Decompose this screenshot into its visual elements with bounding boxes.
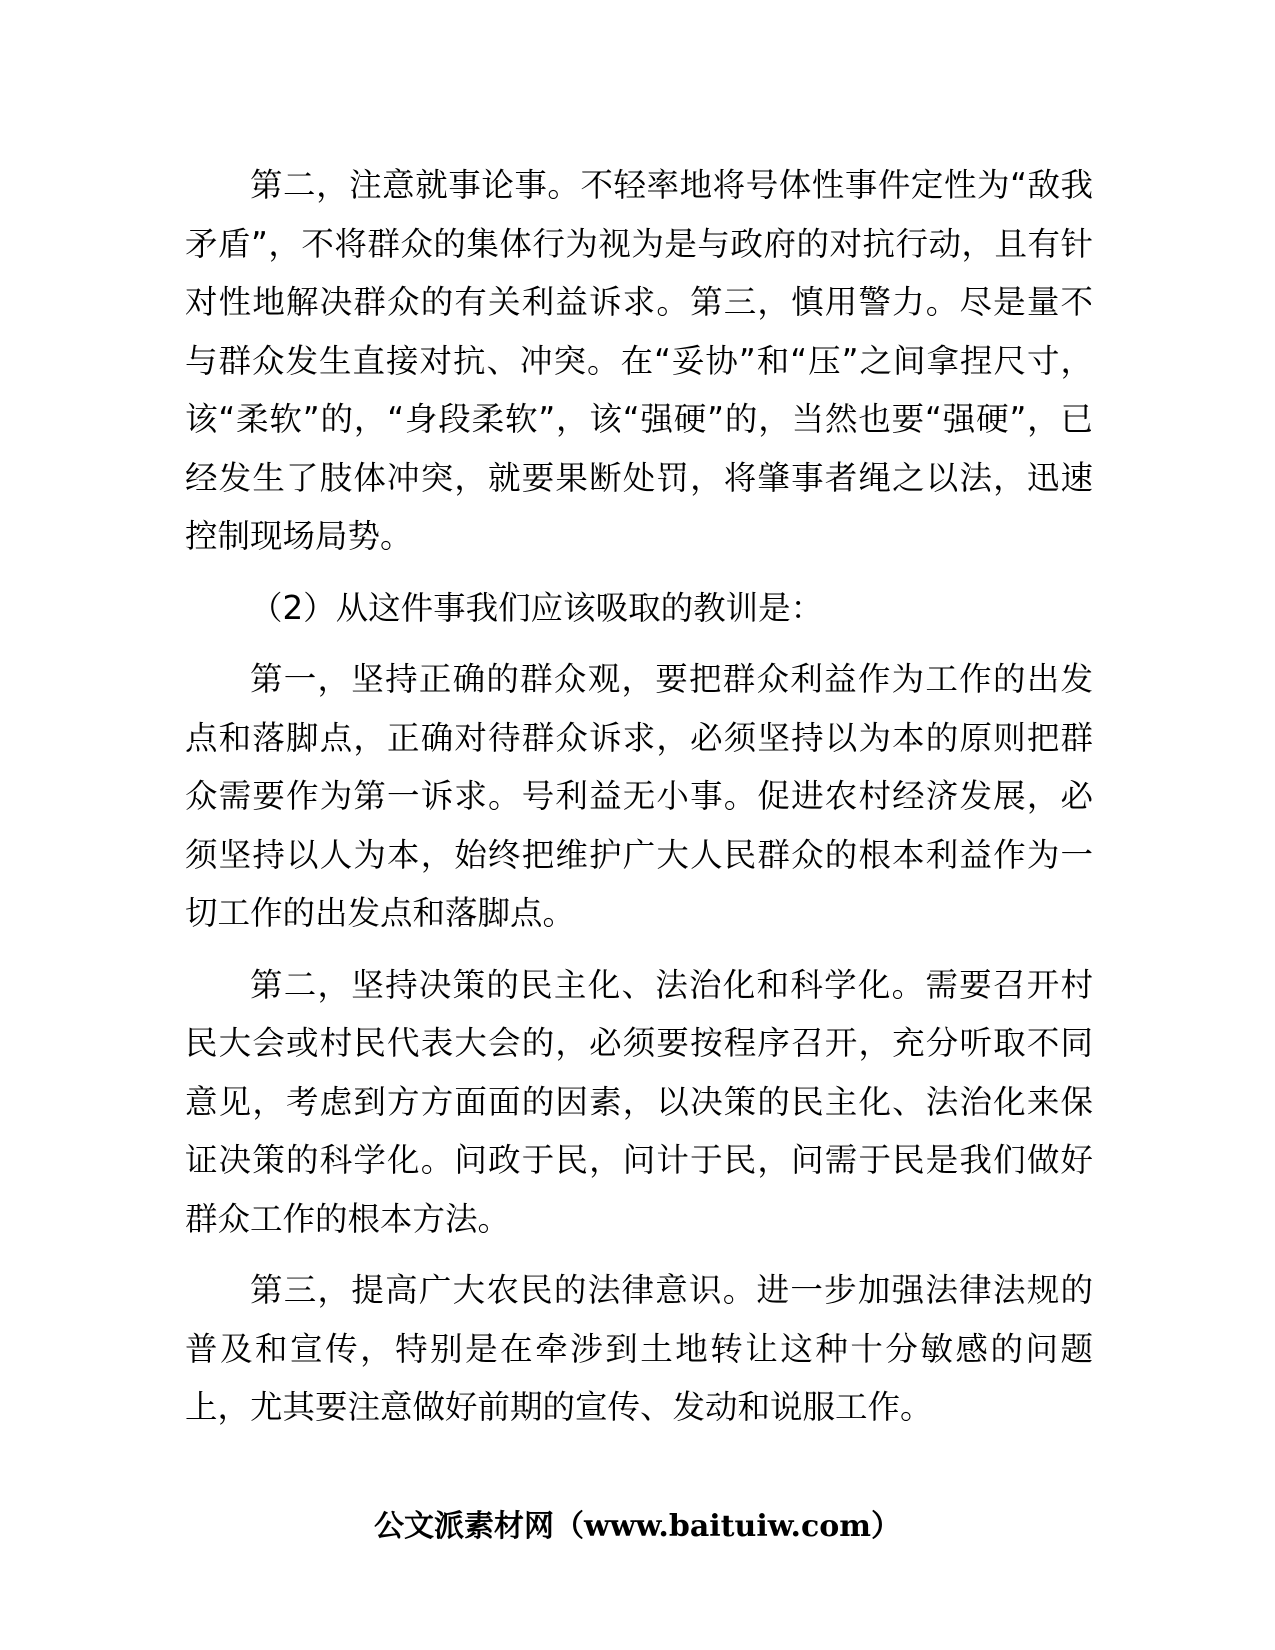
paragraph-lessons-heading: （2）从这件事我们应该吸取的教训是：	[250, 588, 824, 627]
paragraph-lesson-third: 第三，提高广大农民的法律意识。进一步加强法律法规的普及和宣传，特别是在牵涉到土地转让这种十分敏感的问题上，尤其要注意做好前期的宣传、发动和说服工作。	[185, 1271, 1093, 1426]
document-body	[185, 156, 1093, 1437]
paragraph-lesson-second: 第二，坚持决策的民主化、法治化和科学化。需要召开村民大会或村民代表大会的，必须要按程序召开，充分听取不同意见，考虑到方方面面的因素，以决策的民主化、法治化来保证决策的科学化。问政于民，问计于民，问需于民是我们做好群众工作的根本方法。	[185, 965, 1093, 1238]
paragraph-2-second-point: 第二，注意就事论事。不轻率地将号体性事件定性为“敌我矛盾”，不将群众的集体行为视为是与政府的对抗行动，且有针对性地解决群众的有关利益诉求。第三，慎用警力。尽是量不与群众发生直接对抗、冲突。在“妥协”和“压”之间拿捏尺寸，该“柔软”的，“身段柔软”，该“强硬”的，当然也要“强硬”，已经发生了肢体冲突，就要果断处罚，将肇事者绳之以法，迅速控制现场局势。	[185, 166, 1093, 555]
footer-watermark: 公文派素材网（www.baituiw.com）	[373, 1509, 902, 1544]
paragraph-lesson-first: 第一，坚持正确的群众观，要把群众利益作为工作的出发点和落脚点，正确对待群众诉求，必须坚持以为本的原则把群众需要作为第一诉求。号利益无小事。促进农村经济发展，必须坚持以人为本，始终把维护广大人民群众的根本利益作为一切工作的出发点和落脚点。	[185, 660, 1093, 932]
